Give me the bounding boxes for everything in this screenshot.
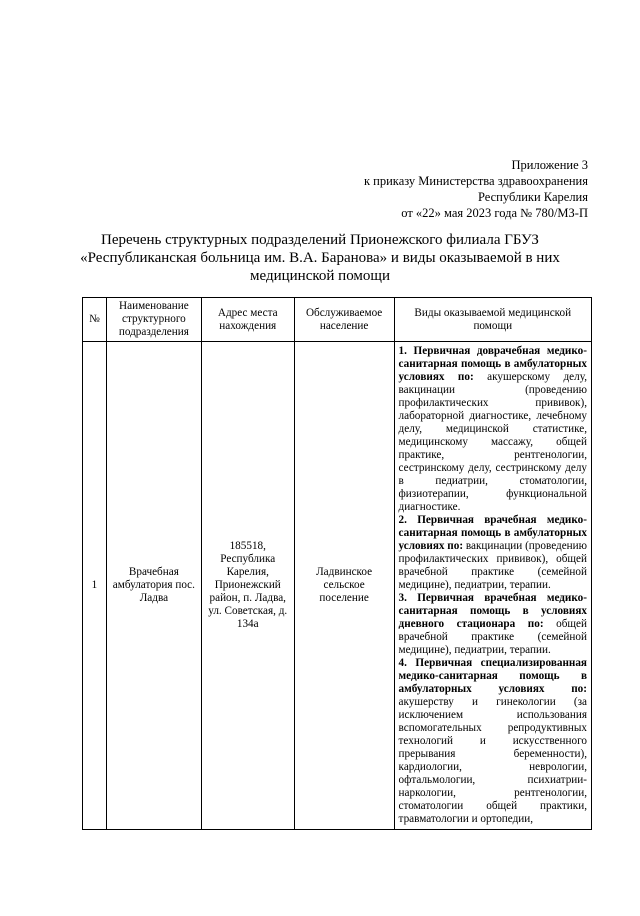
care-type-2-head: 2. Первичная врачебная медико-санитарная помощь в амбулаторных условиях по: [398, 514, 587, 552]
table-header-row [83, 298, 592, 342]
care-type-2-body: вакцинации (проведению профилактических прививок), общей врачебной практике (семейной медицине), педиатрии, терапии. [398, 540, 588, 591]
care-type-3-body: общей врачебной практике (семейной медицине), педиатрии, терапии. [398, 618, 587, 656]
units-table [82, 297, 592, 830]
care-type-1-body: акушерскому делу, вакцинации (проведению профилактических прививок), лабораторной диагностике, лечебному делу, медицинской статистике, медицинскому массажу, общей практике, рентгенологии, сестринскому делу, сестринскому делу в педиатрии, стоматологии, физиотерапии, функциональной диагностике. [398, 371, 587, 513]
care-type-4 [399, 657, 587, 826]
title-line-1: Перечень структурных подразделений Прионежского филиала ГБУЗ [101, 232, 539, 248]
header-name: Наименование структурного подразделения [106, 298, 201, 342]
care-type-2 [399, 514, 587, 592]
header-num: № [83, 298, 107, 342]
care-type-1-head: 1. Первичная доврачебная медико-санитарная помощь в амбулаторных условиях по: [398, 345, 587, 383]
cell-population: Ладвинское сельское поселение [294, 342, 394, 830]
cell-care-types [394, 342, 591, 830]
table-row [83, 342, 592, 830]
appendix-line-1: Приложение 3 [511, 158, 588, 172]
document-title [60, 231, 580, 285]
title-line-2: «Республиканская больница им. В.А. Баранова» и виды оказываемой в них [80, 250, 560, 266]
care-type-3 [399, 592, 587, 657]
care-type-4-body: акушерству и гинекологии (за исключением использования вспомогательных репродуктивных технологий и искусственного прерывания беременности), кардиологии, неврологии, офтальмологии, психиатрии-наркологии, рентгенологии, стоматологии общей практики, травматологии и ортопедии, [398, 696, 587, 825]
cell-name: Врачебная амбулатория пос. Ладва [106, 342, 201, 830]
cell-num: 1 [83, 342, 107, 830]
header-population: Обслуживаемое население [294, 298, 394, 342]
title-line-3: медицинской помощи [250, 268, 390, 284]
appendix-line-3: Республики Карелия [477, 190, 588, 204]
care-type-4-head: 4. Первичная специализированная медико-санитарная помощь в амбулаторных условиях по: [398, 657, 587, 695]
appendix-line-4: от «22» мая 2023 года № 780/МЗ-П [401, 206, 588, 220]
header-types: Виды оказываемой медицинской помощи [394, 298, 591, 342]
care-type-1 [399, 345, 587, 514]
appendix-block [364, 157, 588, 221]
appendix-line-2: к приказу Министерства здравоохранения [363, 174, 588, 188]
header-address: Адрес места нахождения [201, 298, 294, 342]
cell-address: 185518, Республика Карелия, Прионежский район, п. Ладва, ул. Советская, д. 134а [201, 342, 294, 830]
care-type-3-head: 3. Первичная врачебная медико-санитарная помощь в условиях дневного стационара по: [398, 592, 587, 630]
